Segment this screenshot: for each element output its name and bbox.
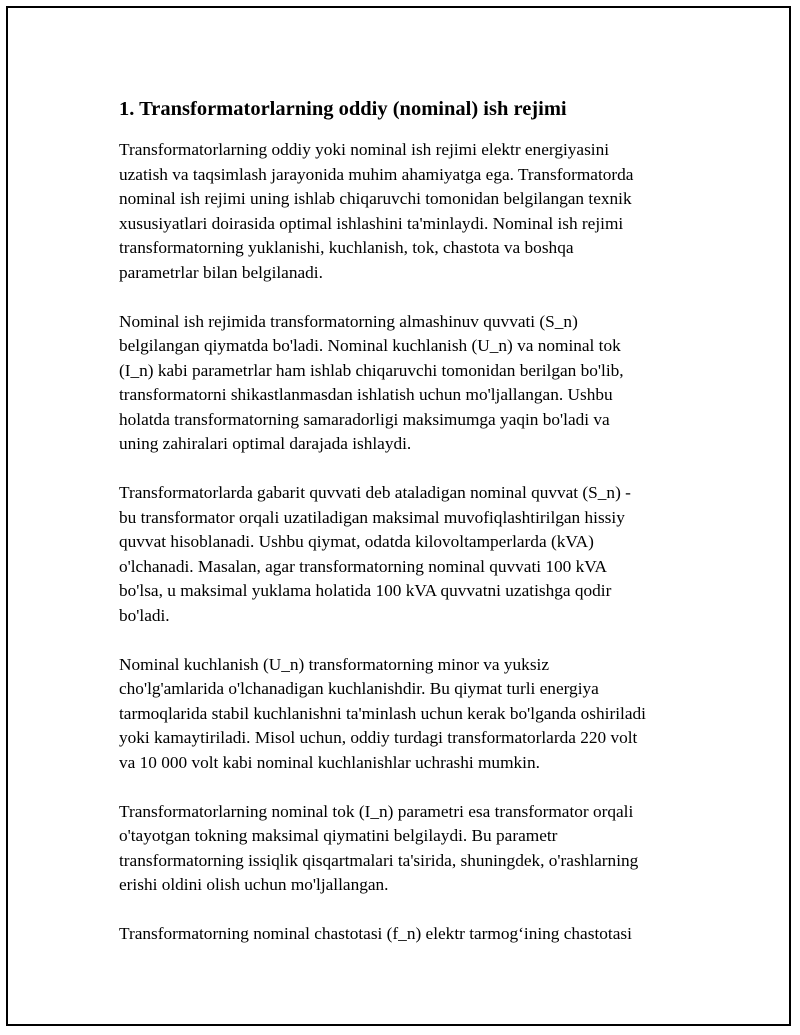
text-line: va 10 000 volt kabi nominal kuchlanishlar uchrashi mumkin. — [119, 752, 540, 772]
paragraph-3 — [119, 481, 689, 628]
text-line: belgilangan qiymatda bo'ladi. Nominal kuchlanish (U_n) va nominal tok — [119, 336, 621, 355]
text-line: nominal ish rejimi uning ishlab chiqaruvchi tomonidan belgilangan texnik — [119, 189, 632, 208]
text-line: Transformatorlarning oddiy yoki nominal ish rejimi elektr energiyasini — [119, 140, 610, 159]
text-line: bo'lsa, u maksimal yuklama holatida 100 kVA quvvatni uzatishga qodir — [119, 581, 612, 600]
text-line: Nominal kuchlanish (U_n) transformatorning minor va yuksiz — [119, 654, 550, 674]
text-line: uning zahiralari optimal darajada ishlaydi. — [119, 434, 412, 453]
text-line: Nominal ish rejimida transformatorning almashinuv quvvati (S_n) — [119, 311, 578, 331]
page-frame — [6, 6, 791, 1026]
text-line: bu transformator orqali uzatiladigan maksimal muvofiqlashtirilgan hissiy — [119, 507, 625, 527]
text-line: o'lchanadi. Masalan, agar transformatorning nominal quvvati 100 kVA — [119, 556, 607, 576]
paragraph-2 — [119, 310, 689, 457]
section-heading: 1. Transformatorlarning oddiy (nominal) ish rejimi — [119, 98, 567, 120]
text-line: transformatorning issiqlik qisqartmalari ta'sirida, shuningdek, o'rashlarning — [119, 850, 639, 870]
text-line: Transformatorning nominal chastotasi (f_n) elektr tarmog‘ining chastotasi — [119, 924, 632, 943]
text-line: quvvat hisoblanadi. Ushbu qiymat, odatda kilovoltamperlarda (kVA) — [119, 532, 594, 551]
text-line: parametrlar bilan belgilanadi. — [119, 262, 323, 282]
document-body — [119, 96, 689, 971]
text-line: transformatorning yuklanishi, kuchlanish, tok, chastota va boshqa — [119, 238, 574, 257]
text-line: (I_n) kabi parametrlar ham ishlab chiqaruvchi tomonidan berilgan bo'lib, — [119, 360, 624, 380]
text-line: o'tayotgan tokning maksimal qiymatini belgilaydi. Bu parametr — [119, 826, 558, 845]
paragraph-5 — [119, 800, 689, 898]
paragraph-1 — [119, 138, 689, 285]
text-line: holatda transformatorning samaradorligi maksimumga yaqin bo'ladi va — [119, 409, 610, 429]
text-line: Transformatorlarning nominal tok (I_n) parametri esa transformator orqali — [119, 801, 634, 821]
text-line: uzatish va taqsimlash jarayonida muhim ahamiyatga ega. Transformatorda — [119, 164, 634, 184]
text-line: Transformatorlarda gabarit quvvati deb ataladigan nominal quvvat (S_n) - — [119, 483, 631, 502]
text-line: bo'ladi. — [119, 605, 170, 625]
text-line: tarmoqlarida stabil kuchlanishni ta'minlash uchun kerak bo'lganda oshiriladi — [119, 703, 646, 723]
text-line: cho'lg'amlarida o'lchanadigan kuchlanishdir. Bu qiymat turli energiya — [119, 679, 599, 698]
paragraph-4 — [119, 653, 689, 776]
text-line: transformatorni shikastlanmasdan ishlatish uchun mo'ljallangan. Ushbu — [119, 385, 613, 404]
text-line: yoki kamaytiriladi. Misol uchun, oddiy turdagi transformatorlarda 220 volt — [119, 728, 638, 747]
text-line: xususiyatlari doirasida optimal ishlashini ta'minlaydi. Nominal ish rejimi — [119, 213, 624, 233]
text-line: erishi oldini olish uchun mo'ljallangan. — [119, 875, 389, 894]
paragraph-6 — [119, 922, 689, 947]
